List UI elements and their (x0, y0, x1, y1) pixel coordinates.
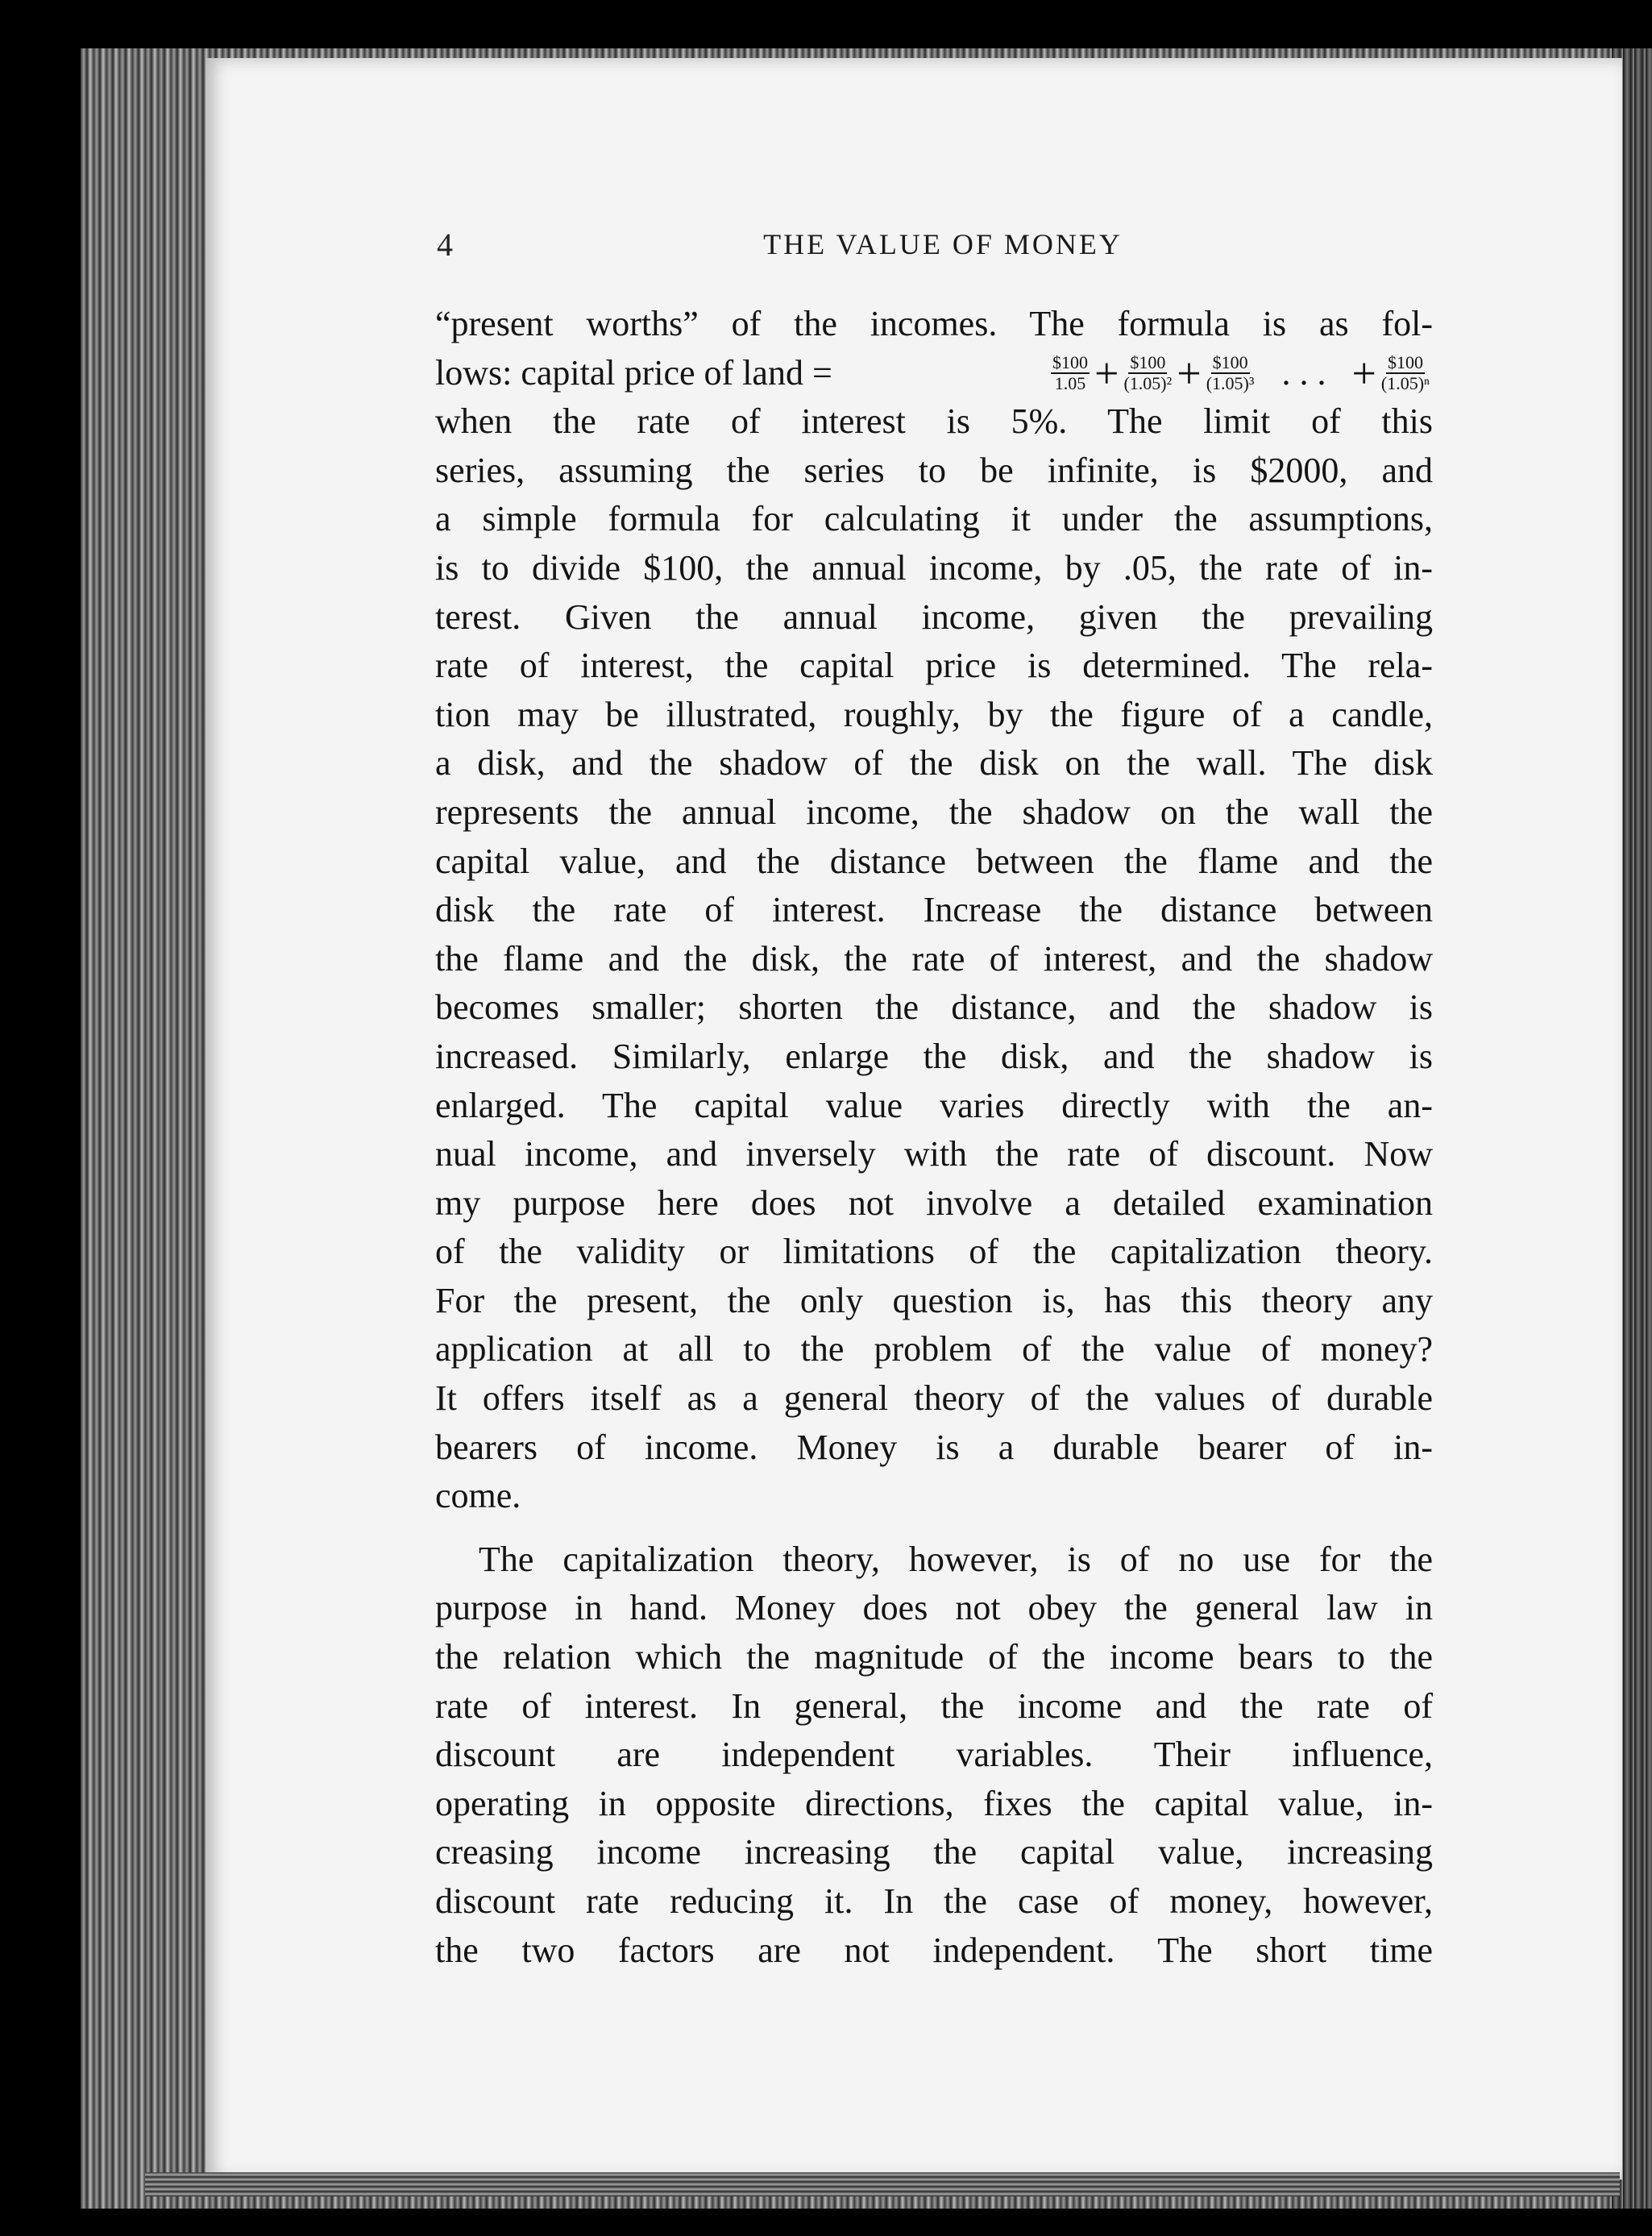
text-line: nual income, and inversely with the rate of discount. Now (435, 1134, 1433, 1174)
capitalization-formula (435, 349, 1433, 398)
formula-term: $\frac{\$100}{\text{(1.05)ⁿ}}$ (1380, 351, 1430, 393)
text-line: application at all to the problem of the value of money? (435, 1329, 1433, 1369)
text-line: is to divide $100, the annual income, by .05, the rate of in- (435, 547, 1433, 588)
text-line: “present worths” of the incomes. The formula is as fol- (435, 304, 1433, 343)
formula-ellipsis: . . . (1281, 352, 1326, 393)
text-line: discount are independent variables. Their influence, (435, 1735, 1433, 1775)
book-bottom-edge (145, 2172, 1620, 2197)
formula-terms (1048, 349, 1433, 398)
text-line: a disk, and the shadow of the disk on the wall. The disk (435, 743, 1433, 783)
page-number: 4 (437, 227, 453, 263)
text-line: bearers of income. Money is a durable bearer of in- (435, 1427, 1433, 1467)
text-line: operating in opposite directions, fixes the capital value, in- (435, 1783, 1433, 1823)
text-line: creasing income increasing the capital value, increasing (435, 1832, 1433, 1872)
plus-sign: + (1094, 348, 1119, 397)
text-line: terest. Given the annual income, given the prevailing (435, 596, 1433, 637)
text-line: a simple formula for calculating it under the assumptions, (435, 499, 1433, 539)
text-line: of the validity or limitations of the capitalization theory. (435, 1232, 1433, 1272)
text-line: tion may be illustrated, roughly, by the figure of a candle, (435, 694, 1433, 734)
text-line: disk the rate of interest. Increase the distance between (435, 890, 1433, 930)
formula-prefix: lows: capital price of land = (435, 352, 832, 393)
text-line: The capitalization theory, however, is of no use for the (479, 1539, 1433, 1579)
formula-term: $\frac{\$100}{1.05}$ (1052, 351, 1088, 393)
text-line: represents the annual income, the shadow on the wall the (435, 792, 1433, 832)
text-line: rate of interest. In general, the income and the rate of (435, 1685, 1433, 1726)
text-line: the two factors are not independent. The short time (435, 1930, 1433, 1970)
text-line: the flame and the disk, the rate of interest, and the shadow (435, 938, 1433, 979)
text-line: increased. Similarly, enlarge the disk, and the shadow is (435, 1036, 1433, 1076)
text-line: becomes smaller; shorten the distance, and the shadow is (435, 987, 1433, 1028)
running-head: THE VALUE OF MONEY (763, 228, 1123, 260)
text-line: rate of interest, the capital price is determined. The rela- (435, 646, 1433, 686)
text-line: enlarged. The capital value varies directly with the an- (435, 1085, 1433, 1125)
text-line: purpose in hand. Money does not obey the general law in (435, 1588, 1433, 1628)
text-line: when the rate of interest is 5%. The limit of this (435, 401, 1433, 442)
plus-sign: + (1177, 348, 1202, 397)
text-line: discount rate reducing it. In the case of money, however, (435, 1881, 1433, 1921)
body-text (435, 300, 1433, 1975)
text-line: my purpose here does not involve a detailed examination (435, 1182, 1433, 1223)
formula-term: $\frac{\$100}{\text{(1.05)³}}$ (1206, 351, 1255, 393)
text-line: For the present, the only question is, has this theory any (435, 1280, 1433, 1320)
plus-sign: + (1351, 348, 1376, 397)
formula-term: $\frac{\$100}{\text{(1.05)²}}$ (1123, 351, 1173, 393)
text-line: the relation which the magnitude of the income bears to the (435, 1637, 1433, 1677)
paragraph-gap (435, 1521, 1433, 1536)
text-line: capital value, and the distance between the flame and the (435, 841, 1433, 881)
text-line: series, assuming the series to be infinite, is $2000, and (435, 450, 1433, 490)
text-line: come. (435, 1476, 521, 1516)
text-line: It offers itself as a general theory of the values of durable (435, 1378, 1433, 1419)
